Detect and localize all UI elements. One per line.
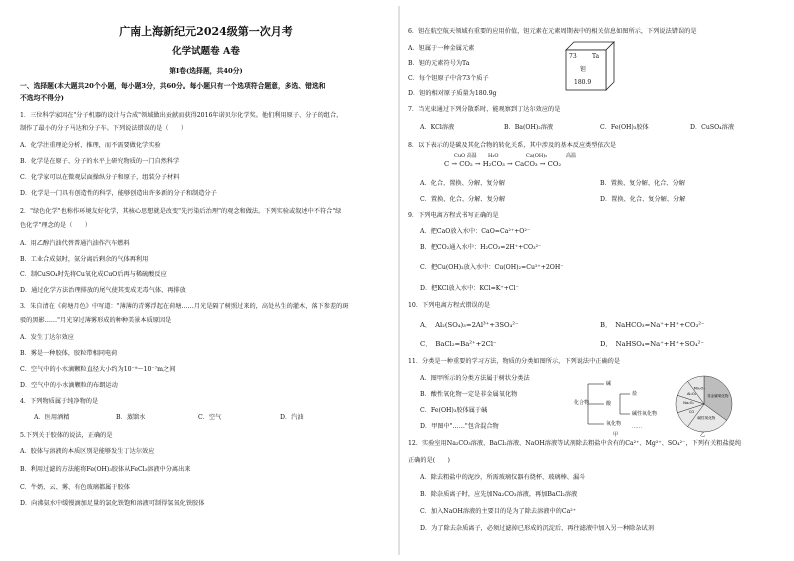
- q9-option-d: D．把KCl放入水中：KCl=K⁺+Cl⁻: [420, 285, 519, 292]
- q9-option-a: A．把CaO放入水中：CaO=Ca²⁺+O²⁻: [420, 228, 531, 235]
- q11-tree-branch-3: 氧化物: [606, 421, 622, 427]
- q12-stem: 12．实验室用Na₂CO₃溶液、BaCl₂溶液、NaOH溶液等试剂除去粗盐中含有的Ca²⁺、Mg²⁺、SO₄²⁻，下列有关粗盐提纯: [408, 440, 742, 447]
- pie-slice-label: Mn₂O₇: [693, 386, 705, 391]
- q11-tree-branch-2: 酸: [606, 401, 612, 407]
- q3-option-c: C．空气中的小水滴颗粒直径大小约为10⁻⁹～10⁻⁷m之间: [20, 366, 176, 373]
- q7-option-d: D．CuSO₄溶液: [690, 124, 735, 131]
- pie-slice-label: Na₂O₂: [683, 401, 694, 405]
- q4-option-b: B．蒸馏水: [116, 414, 146, 421]
- q1-stem-cont: 制作了最小的分子马达和分子车。下列说法错误的是（ ）: [20, 125, 188, 132]
- q10-stem: 10．下列电离方程式错误的是: [408, 302, 491, 309]
- q2-option-c: C．制CuSO₄时先将Cu氧化成CuO后再与稀硫酸反应: [20, 271, 167, 278]
- q5-stem: 5.下列关于胶体的说法，正确的是: [20, 432, 113, 439]
- q11-option-c: C．Fe(OH)₃胶体属于碱: [420, 407, 488, 414]
- q11-pie-diagram: [670, 372, 740, 438]
- q11-option-d: D．甲图中"……"包含混合物: [420, 423, 499, 430]
- q11-tree-sub-1: 盐: [632, 391, 638, 397]
- q5-option-a: A．胶体与溶液的本质区别是能够发生丁达尔效应: [20, 448, 155, 455]
- q5-option-d: D．向沸氨水中缓慢滴加足量的氯化铁饱和溶液可制得氢氧化铁胶体: [20, 500, 205, 507]
- element-number: 73: [569, 53, 577, 60]
- q1-option-c: C．化学家可以在微观层面操纵分子和原子，组装分子材料: [20, 174, 180, 181]
- section-title: 一、选择题(本大题共20个小题，每小题3分，共60分。每小题只有一个选项符合题意，多选、错选和: [20, 82, 326, 90]
- pie-slice-label: CO: [688, 410, 695, 415]
- q2-stem-cont: 色化学"理念的是（ ）: [20, 222, 91, 229]
- q6-option-d: D．钽的相对原子质量为180.9g: [408, 90, 497, 97]
- q11-label-yi: 乙: [700, 432, 706, 438]
- q7-option-b: B．Ba(OH)₂溶液: [504, 124, 554, 131]
- q8-chain: C → CO₂ → H₂CO₃ → CaCO₃ → CO₂: [444, 160, 562, 168]
- q4-stem: 4．下列物质属于纯净物的是: [20, 398, 99, 405]
- q3-option-a: A．发生丁达尔效应: [20, 334, 74, 341]
- q10-option-b: B． NaHCO₃=Na⁺+H⁺+CO₃²⁻: [600, 321, 705, 329]
- q4-option-d: D．汽油: [280, 414, 304, 421]
- q7-option-a: A．KCl溶液: [420, 124, 455, 131]
- q4-option-a: A．医用酒精: [34, 414, 70, 421]
- q10-option-a: A． Al₂(SO₄)₃=2Al³⁺+3SO₄²⁻: [420, 321, 519, 329]
- q8-option-d: D．置换、化合、复分解、分解: [600, 196, 686, 203]
- q12-option-b: B．除杂质离子时，应先加Na₂CO₃溶液，再加BaCl₂溶液: [420, 491, 578, 498]
- exam-title: 广南上海新纪元2024级第一次月考: [119, 25, 293, 38]
- q6-option-a: A．钽属于一种金属元素: [408, 45, 475, 52]
- q1-option-b: B．化学是在原子、分子的水平上研究物质的一门自然科学: [20, 158, 180, 165]
- q8-option-b: B．置换、复分解、化合、分解: [600, 180, 685, 187]
- q8-arrow-label-4: 高温: [566, 153, 577, 159]
- pie-slice-label: 非金属氧化物: [706, 394, 729, 399]
- part-heading: 第Ⅰ卷(选择题，共40分): [169, 67, 243, 75]
- q6-option-b: B．钽的元素符号为Ta: [408, 60, 470, 67]
- q5-option-c: C．牛奶、云、雾、有色玻璃都属于胶体: [20, 484, 130, 491]
- q3-stem: 3．朱自清在《荷塘月色》中写道："薄薄的青雾浮起在荷塘……月光是隔了树照过来的，高处丛生的灌木，落下参差的斑: [20, 303, 349, 310]
- q12-stem-cont: 正确的是( ): [408, 457, 450, 464]
- q12-option-c: C．加入NaOH溶液的主要目的是为了除去溶液中的Ca²⁺: [420, 508, 577, 515]
- q8-option-a: A．化合、置换、分解、复分解: [420, 180, 505, 187]
- q5-option-b: B．利用过滤的方法能将Fe(OH)₃胶体从FeCl₃溶液中分离出来: [20, 466, 191, 473]
- q10-option-c: C． BaCl₂=Ba²⁺+2Cl⁻: [420, 340, 497, 348]
- q1-stem: 1．三位科学家因在"分子机器的设计与合成"领域做出贡献而获得2016年诺贝尔化学奖。他们利用原子、分子的组合，: [20, 112, 343, 119]
- q11-tree-sub-2: 碱性氧化物: [632, 411, 658, 417]
- q9-stem: 9．下列电离方程式书写正确的是: [408, 212, 499, 219]
- q6-option-c: C．每个钽原子中含73个质子: [408, 75, 489, 82]
- q1-option-a: A．化学注重理论分析、推理，而不需要做化学实验: [20, 142, 161, 149]
- q8-arrow-label-3: Ca(OH)₂: [526, 153, 548, 159]
- q1-option-d: D．化学是一门具有创造性的科学，能够创造出许多新的分子和制造分子: [20, 190, 217, 197]
- q3-option-d: D．空气中的小水滴颗粒的布朗运动: [20, 382, 118, 389]
- q12-option-d: D．为了除去杂质离子，必须过滤掉已形成的沉淀后，再往滤液中加入另一种除杂试剂: [420, 525, 654, 532]
- q7-option-c: C．Fe(OH)₃胶体: [600, 124, 649, 131]
- q11-tree-sub-3: ……: [632, 424, 642, 430]
- q12-option-a: A．除去粗盐中的泥沙，所需玻璃仪器有烧杯、玻璃棒、漏斗: [420, 474, 586, 481]
- q4-option-c: C．空气: [198, 414, 222, 421]
- q9-option-c: C．把Cu(OH)₂放入水中：Cu(OH)₂=Cu²⁺+2OH⁻: [420, 264, 564, 271]
- element-symbol: Ta: [592, 53, 600, 60]
- q8-arrow-label-2: H₂O: [488, 153, 499, 159]
- q10-option-d: D． NaHSO₄=Na⁺+H⁺+SO₄²⁻: [600, 340, 704, 348]
- q3-option-b: B．雾是一种胶体，胶粒带相同电荷: [20, 350, 118, 357]
- q11-option-b: B．酸性氧化物一定是非金属氧化物: [420, 391, 518, 398]
- q2-option-d: D．通过化学方法治理排放的尾气使其变成无毒气体，再排放: [20, 287, 186, 294]
- element-mass: 180.9: [574, 79, 592, 86]
- q8-option-c: C．置换、化合、分解、复分解: [420, 196, 506, 203]
- q8-stem: 8．以下表示的是碳及其化合物的转化关系，其中涉及的基本反应类型依次是: [408, 142, 617, 149]
- q11-option-a: A．图甲所示的分类方法属于树状分类法: [420, 375, 530, 382]
- q8-arrow-label-1: CuO 高温: [454, 153, 477, 159]
- pie-slice-label: Al₂O₃: [686, 391, 697, 396]
- q11-stem: 11．分类是一种重要的学习方法，物质的分类如图所示，下列说法中正确的是: [408, 358, 621, 365]
- q2-option-a: A．用乙醇汽油代替普通汽油作汽车燃料: [20, 240, 130, 247]
- q6-stem: 6．钽在航空航天领域有重要的应用价值，钽元素在元素周期表中的相关信息如图所示，下列说法错误的是: [408, 28, 697, 35]
- q2-stem: 2．"绿色化学"也称作环境友好化学，其核心思想就是改变"先污染后治理"的观念和做法。下列实验或叙述中不符合"绿: [20, 208, 342, 215]
- q9-option-b: B．把CO₂通入水中：H₂CO₃=2H⁺+CO₃²⁻: [420, 244, 542, 251]
- q2-option-b: B．工业合成氨时，氨分离后剩余的气体再利用: [20, 256, 149, 263]
- q3-stem-cont: 驳的黑影……"月光穿过薄雾形成的种种美景本质原因是: [20, 317, 172, 324]
- q11-label-jia: 甲: [613, 432, 619, 438]
- section-title-cont: 不选均不得分): [20, 94, 64, 102]
- q7-stem: 7．当光束通过下列分散系时，能观察到丁达尔效应的是: [408, 106, 561, 113]
- exam-subtitle: 化学试题卷 A卷: [172, 46, 240, 57]
- element-name: 钽: [580, 66, 587, 73]
- q11-tree-root: 化合物: [574, 400, 590, 406]
- pie-slice-label: 碱性氧化物: [697, 416, 716, 421]
- q11-tree-branch-1: 碱: [606, 381, 612, 387]
